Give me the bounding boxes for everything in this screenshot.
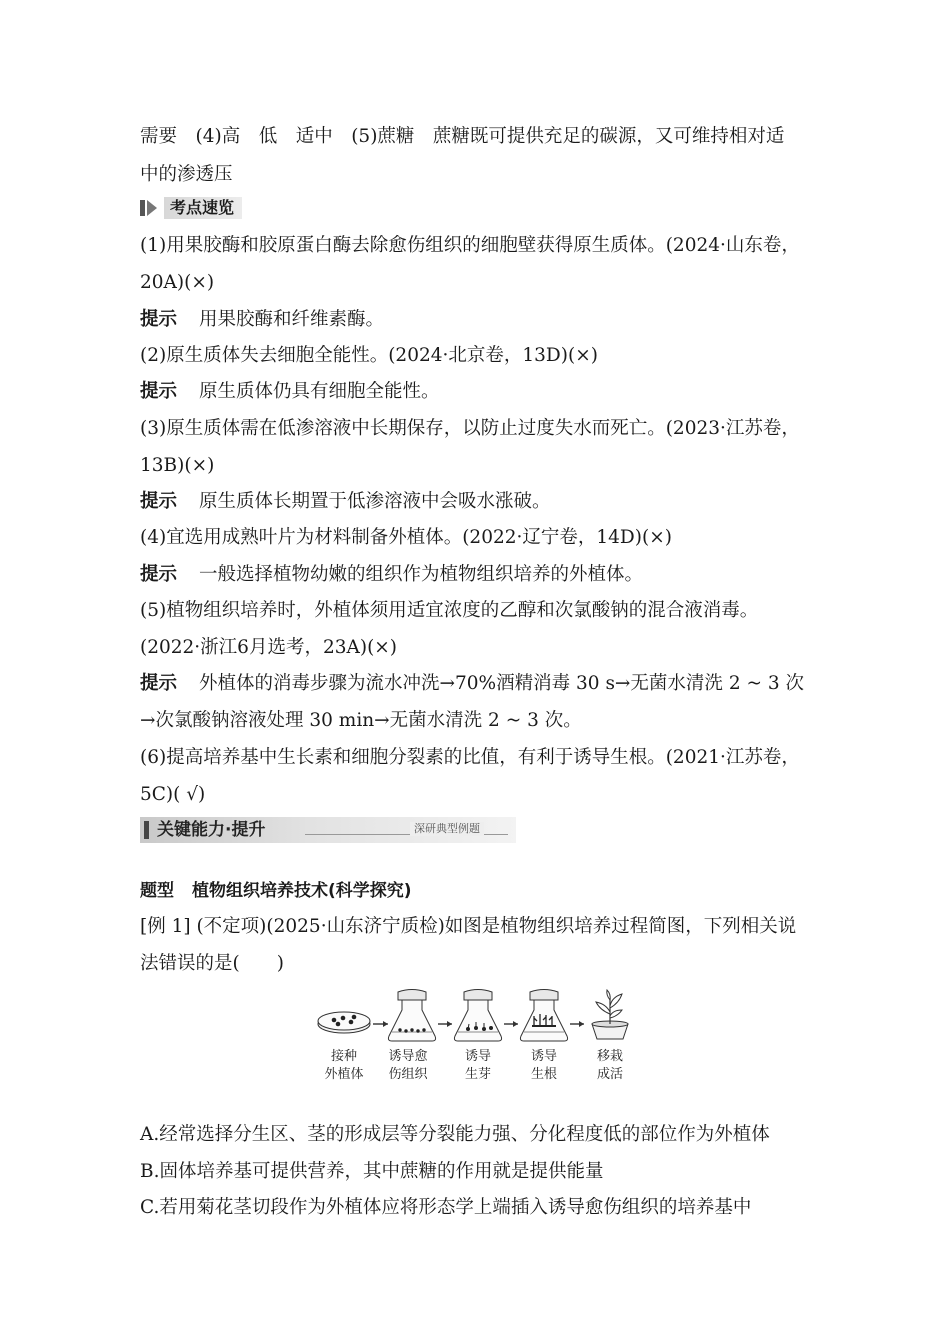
question-1-line-1: (1)用果胶酶和胶原蛋白酶去除愈伤组织的细胞壁获得原生质体。(2024·山东卷， [140, 235, 800, 256]
question-3-line-2: 13B)(×) [140, 455, 215, 476]
question-6-line-1: (6)提高培养基中生长素和细胞分裂素的比值，有利于诱导生根。(2021·江苏卷， [140, 747, 800, 768]
banner-title: 关键能力·提升 [157, 820, 266, 840]
question-5-line-2: (2022·浙江6月选考，23A)(×) [140, 637, 398, 658]
tip-label: 提示 [140, 673, 178, 694]
topic-title: 植物组织培养技术(科学探究) [192, 881, 412, 901]
option-a: A.经常选择分生区、茎的形成层等分裂能力强、分化程度低的部位作为外植体 [140, 1124, 770, 1145]
flask-root-icon [520, 990, 567, 1042]
tissue-culture-diagram [316, 988, 636, 1088]
tip-3 [140, 489, 551, 515]
question-1-line-2: 20A)(×) [140, 272, 215, 293]
tip-label: 提示 [140, 491, 178, 512]
question-6-line-2: 5C)( √) [140, 784, 206, 805]
tip-5 [140, 671, 804, 697]
section-title: 考点速览 [164, 197, 242, 219]
tip-1 [140, 307, 384, 333]
flask-shoot-icon [454, 990, 501, 1042]
key-ability-banner [140, 817, 516, 843]
tip-text: 原生质体长期置于低渗溶液中会吸水涨破。 [199, 491, 551, 512]
petri-dish-icon [318, 1012, 370, 1033]
process-illustration [316, 988, 636, 1048]
topic-heading [140, 878, 412, 904]
section-marker-icon [140, 199, 158, 217]
stage-label-transplant: 移栽 成活 [596, 1049, 623, 1082]
tip-text: 一般选择植物幼嫩的组织作为植物组织培养的外植体。 [199, 564, 644, 585]
topic-label: 题型 [140, 881, 174, 901]
example-line-2: 法错误的是( ) [140, 953, 284, 974]
tip-text: 外植体的消毒步骤为流水冲洗→70%酒精消毒 30 s→无菌水清洗 2 ~ 3 次 [199, 673, 804, 694]
option-c: C.若用菊花茎切段作为外植体应将形态学上端插入诱导愈伤组织的培养基中 [140, 1197, 752, 1218]
tip-text: 原生质体仍具有细胞全能性。 [199, 381, 440, 402]
stage-label-root: 诱导 生根 [530, 1049, 557, 1082]
flask-callus-icon [388, 990, 435, 1042]
stage-label-inoculate: 接种 外植体 [324, 1049, 364, 1082]
tip-4 [140, 562, 643, 588]
answer-line-2: 中的渗透压 [140, 164, 233, 185]
tip-label: 提示 [140, 564, 178, 585]
banner-subtitle: 深研典型例题 [410, 822, 484, 836]
tip-label: 提示 [140, 309, 178, 330]
example-line-1: [例 1] (不定项)(2025·山东济宁质检)如图是植物组织培养过程简图，下列相关说 [140, 916, 797, 937]
tip-5-line-2: →次氯酸钠溶液处理 30 min→无菌水清洗 2 ~ 3 次。 [140, 710, 582, 731]
potted-plant-icon [592, 990, 628, 1039]
stage-label-callus: 诱导愈 伤组织 [388, 1049, 428, 1082]
tip-text: 用果胶酶和纤维素酶。 [199, 309, 385, 330]
answer-line-1: 需要 (4)高 低 适中 (5)蔗糖 蔗糖既可提供充足的碳源，又可维持相对适 [140, 126, 785, 147]
question-5-line-1: (5)植物组织培养时，外植体须用适宜浓度的乙醇和次氯酸钠的混合液消毒。 [140, 600, 759, 621]
tip-label: 提示 [140, 381, 178, 402]
question-2: (2)原生质体失去细胞全能性。(2024·北京卷，13D)(×) [140, 345, 598, 366]
tip-2 [140, 379, 440, 405]
section-header-kaodian [140, 197, 242, 219]
question-4: (4)宜选用成熟叶片为材料制备外植体。(2022·辽宁卷，14D)(×) [140, 527, 672, 548]
stage-label-shoot: 诱导 生芽 [464, 1049, 491, 1082]
question-3-line-1: (3)原生质体需在低渗溶液中长期保存，以防止过度失水而死亡。(2023·江苏卷， [140, 418, 800, 439]
option-b: B.固体培养基可提供营养，其中蔗糖的作用就是提供能量 [140, 1161, 604, 1182]
